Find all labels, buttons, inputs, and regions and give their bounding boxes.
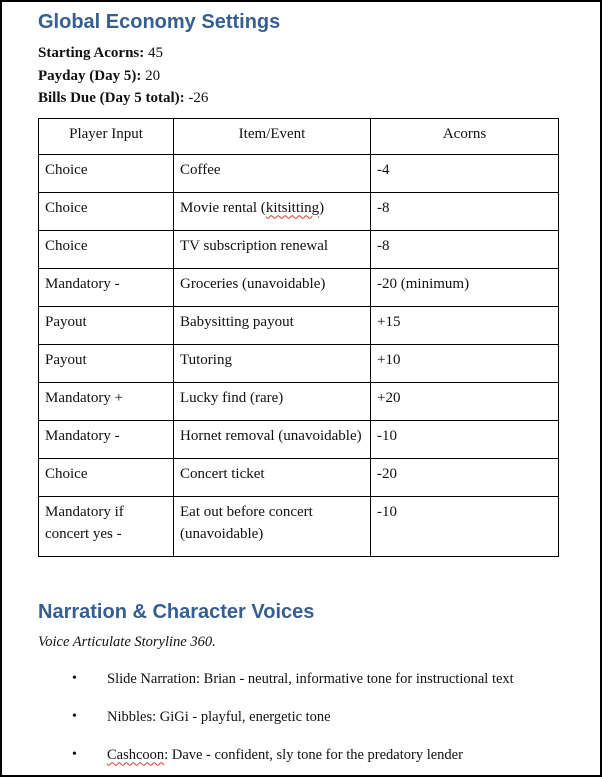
setting-label: Starting Acorns:: [38, 45, 145, 61]
item-event-cell: Babysitting payout: [174, 306, 371, 344]
player-input-cell: Choice: [39, 154, 174, 192]
acorns-cell: -20: [371, 458, 559, 496]
bullet-icon: •: [72, 746, 77, 762]
voice-item: [72, 668, 588, 690]
player-input-cell: Choice: [39, 458, 174, 496]
table-row: [39, 154, 559, 192]
column-header: Acorns: [371, 118, 559, 154]
voice-item: [72, 744, 588, 766]
item-event-cell: Movie rental (kitsitting): [174, 192, 371, 230]
acorns-cell: +15: [371, 306, 559, 344]
player-input-cell: Mandatory if concert yes -: [39, 496, 174, 556]
item-event-cell: Tutoring: [174, 344, 371, 382]
economy-table: [38, 118, 559, 557]
player-input-cell: Payout: [39, 306, 174, 344]
table-row: [39, 458, 559, 496]
bullet-icon: •: [72, 708, 77, 724]
voice-text: Cashcoon: Dave - confident, sly tone for the predatory lender: [107, 746, 463, 763]
acorns-cell: +10: [371, 344, 559, 382]
voice-text: Nibbles: GiGi - playful, energetic tone: [107, 708, 331, 725]
table-row: [39, 420, 559, 458]
setting-label: Payday (Day 5):: [38, 67, 142, 84]
acorns-cell: -8: [371, 230, 559, 268]
column-header: Item/Event: [174, 118, 371, 154]
economy-section-title: Global Economy Settings: [38, 11, 281, 33]
acorns-cell: -8: [371, 192, 559, 230]
item-event-cell: TV subscription renewal: [174, 230, 371, 268]
table-row: [39, 268, 559, 306]
item-event-cell: Hornet removal (unavoidable): [174, 420, 371, 458]
item-event-cell: Groceries (unavoidable): [174, 268, 371, 306]
setting-line: [38, 65, 588, 88]
setting-value: -26: [184, 90, 209, 106]
voice-text: Slide Narration: Brian - neutral, informative tone for instructional text: [107, 670, 514, 687]
setting-value: 45: [144, 45, 163, 61]
table-header-row: [39, 118, 559, 154]
setting-label: Bills Due (Day 5 total):: [38, 90, 185, 106]
voice-item: [72, 706, 588, 728]
table-row: [39, 496, 559, 556]
setting-line: [38, 42, 588, 65]
player-input-cell: Mandatory -: [39, 268, 174, 306]
voice-list: [38, 668, 588, 766]
misspelled-word: Cashcoon: [107, 746, 165, 763]
table-row: [39, 192, 559, 230]
acorns-cell: -10: [371, 496, 559, 556]
table-body: [39, 154, 559, 556]
table-row: [39, 344, 559, 382]
column-header: Player Input: [39, 118, 174, 154]
narration-section-title: Narration & Character Voices: [38, 600, 315, 623]
acorns-cell: -20 (minimum): [371, 268, 559, 306]
table-row: [39, 306, 559, 344]
player-input-cell: Choice: [39, 230, 174, 268]
item-event-cell: Eat out before concert (unavoidable): [174, 496, 371, 556]
acorns-cell: +20: [371, 382, 559, 420]
narration-subtitle: Voice Articulate Storyline 360.: [38, 633, 216, 650]
player-input-cell: Mandatory +: [39, 382, 174, 420]
acorns-cell: -4: [371, 154, 559, 192]
player-input-cell: Choice: [39, 192, 174, 230]
item-event-cell: Concert ticket: [174, 458, 371, 496]
table-row: [39, 230, 559, 268]
setting-value: 20: [141, 67, 161, 84]
player-input-cell: Payout: [39, 344, 174, 382]
bullet-icon: •: [72, 670, 77, 686]
setting-line: [38, 87, 588, 110]
misspelled-word: kitsitting: [265, 199, 320, 216]
item-event-cell: Lucky find (rare): [174, 382, 371, 420]
acorns-cell: -10: [371, 420, 559, 458]
table-row: [39, 382, 559, 420]
item-event-cell: Coffee: [174, 154, 371, 192]
economy-settings: [38, 42, 588, 110]
player-input-cell: Mandatory -: [39, 420, 174, 458]
